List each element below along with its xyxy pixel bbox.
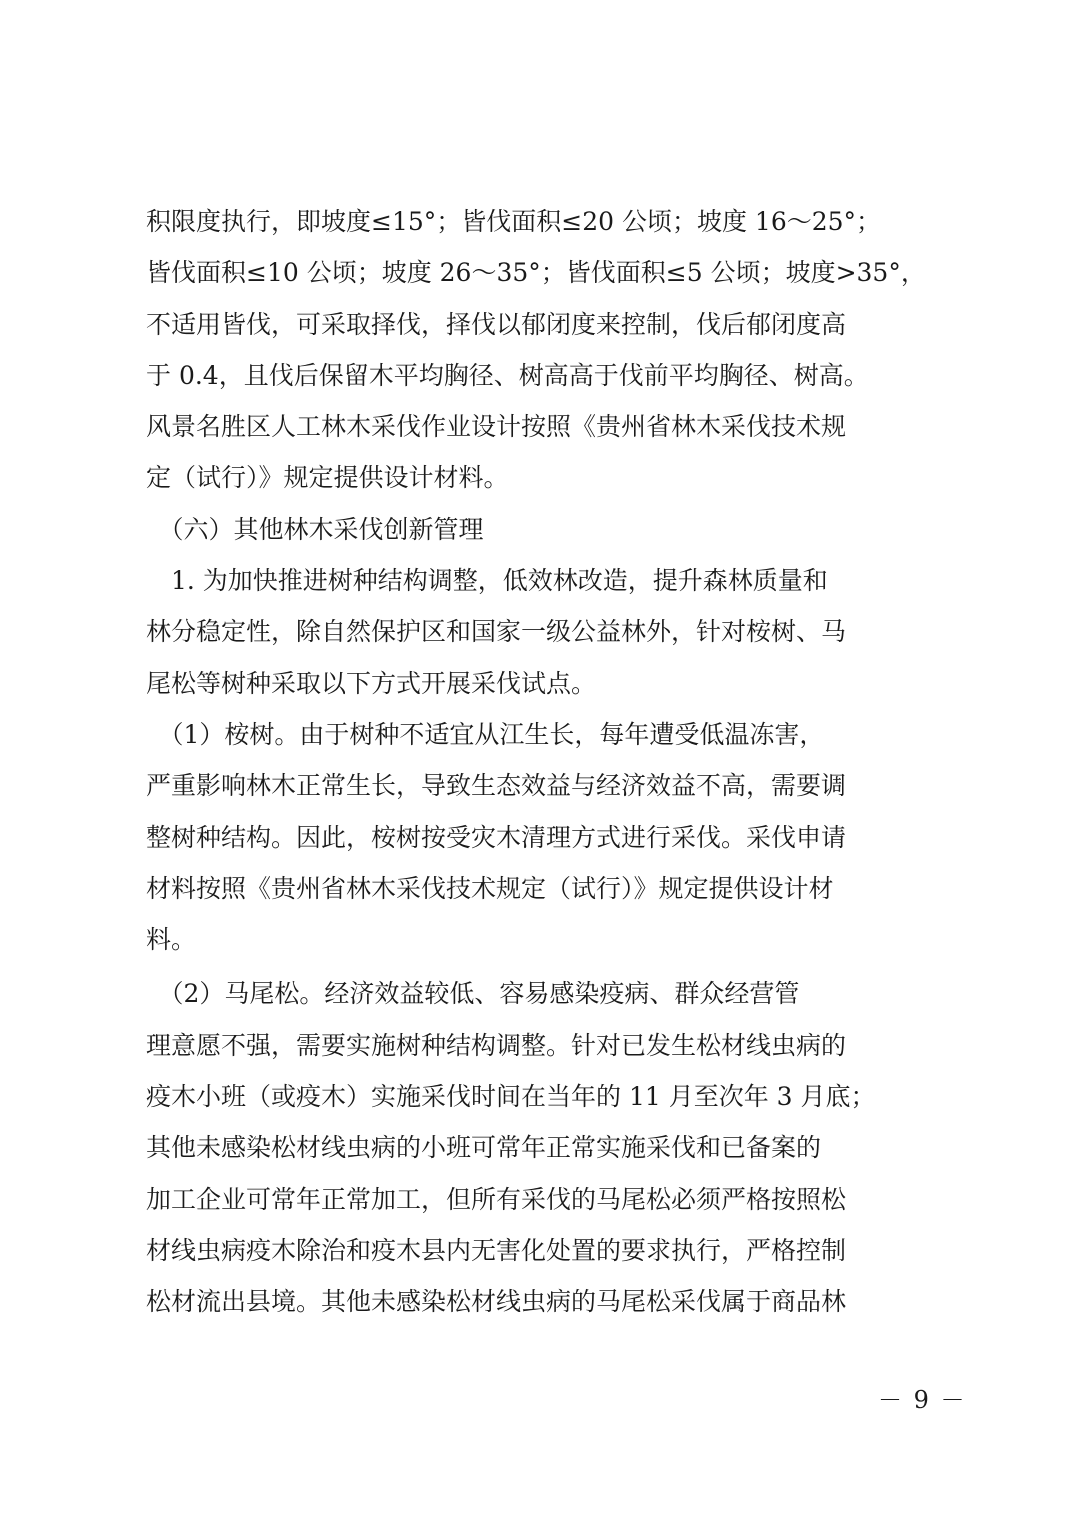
- text-line: 皆伐面积≤10 公顷；坡度 26～35°；皆伐面积≤5 公顷；坡度>35°，: [146, 258, 926, 288]
- text-line: 林分稳定性，除自然保护区和国家一级公益林外，针对桉树、马: [146, 617, 847, 647]
- text-line: （2）马尾松。经济效益较低、容易感染疫病、群众经营管: [146, 979, 800, 1009]
- text-line: 理意愿不强，需要实施树种结构调整。针对已发生松材线虫病的: [146, 1030, 847, 1060]
- text-line: 疫木小班（或疫木）实施采伐时间在当年的 11 月至次年 3 月底；: [146, 1082, 876, 1112]
- text-line: 材料按照《贵州省林木采伐技术规定（试行）》规定提供设计材: [146, 873, 834, 903]
- text-line: 材线虫病疫木除治和疫木县内无害化处置的要求执行，严格控制: [146, 1235, 847, 1265]
- text-line: 积限度执行，即坡度≤15°；皆伐面积≤20 公顷；坡度 16～25°；: [146, 207, 882, 236]
- text-line: （1）桉树。由于树种不适宜从江生长，每年遭受低温冻害，: [146, 719, 825, 749]
- text-line: 于 0.4，且伐后保留木平均胸径、树高高于伐前平均胸径、树高。: [146, 360, 869, 390]
- page-number: － 9 －: [878, 1386, 967, 1414]
- text-line: 尾松等树种采取以下方式开展采伐试点。: [146, 668, 597, 698]
- text-line: 定（试行）》规定提供设计材料。: [146, 463, 509, 493]
- text-line: 严重影响林木正常生长，导致生态效益与经济效益不高，需要调: [146, 771, 847, 801]
- text-line: 料。: [146, 925, 197, 955]
- body-text: [146, 196, 946, 1328]
- text-line: 整树种结构。因此，桉树按受灾木清理方式进行采伐。采伐申请: [146, 822, 847, 852]
- text-line: 不适用皆伐，可采取择伐，择伐以郁闭度来控制，伐后郁闭度高: [146, 309, 847, 339]
- text-line: 加工企业可常年正常加工，但所有采伐的马尾松必须严格按照松: [146, 1184, 847, 1214]
- text-line: 1. 为加快推进树种结构调整，低效林改造，提升森林质量和: [146, 566, 828, 596]
- text-line: 风景名胜区人工林木采伐作业设计按照《贵州省林木采伐技术规: [146, 412, 847, 442]
- section-heading: （六）其他林木采伐创新管理: [146, 514, 484, 544]
- text-line: 其他未感染松材线虫病的小班可常年正常实施采伐和已备案的: [146, 1133, 822, 1163]
- text-line: 松材流出县境。其他未感染松材线虫病的马尾松采伐属于商品林: [146, 1287, 847, 1317]
